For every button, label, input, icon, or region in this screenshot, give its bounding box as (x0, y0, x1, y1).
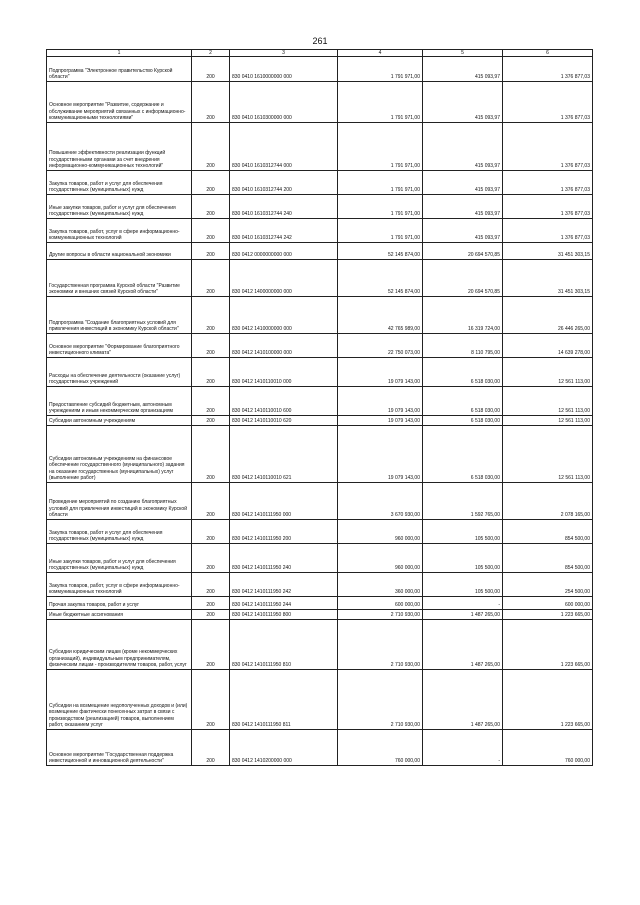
table-row (47, 573, 593, 597)
cell-unexecuted: 1 376 877,03 (503, 82, 593, 123)
cell-unexecuted: 12 561 113,00 (503, 358, 593, 387)
cell-executed: 20 694 570,85 (423, 243, 503, 260)
table-row (47, 544, 593, 573)
column-header: 6 (503, 50, 593, 57)
cell-name: Иные закупки товаров, работ и услуг для обеспечения государственных (муниципальных) нужд (47, 195, 192, 219)
cell-executed: 105 500,00 (423, 544, 503, 573)
table-row (47, 597, 593, 610)
cell-classification: 830 0412 1410111950 242 (230, 573, 338, 597)
cell-classification: 830 0412 1410111950 240 (230, 544, 338, 573)
table-row (47, 82, 593, 123)
cell-executed: 6 518 030,00 (423, 358, 503, 387)
cell-code: 200 (192, 426, 230, 483)
cell-approved: 760 000,00 (338, 730, 423, 766)
cell-approved: 42 765 989,00 (338, 297, 423, 334)
cell-classification: 830 0412 1410110010 620 (230, 416, 338, 426)
cell-executed: 6 518 030,00 (423, 387, 503, 416)
table-row (47, 670, 593, 730)
column-number-row (47, 50, 593, 57)
cell-code: 200 (192, 573, 230, 597)
table-row (47, 610, 593, 620)
cell-executed: 20 694 570,85 (423, 260, 503, 297)
cell-code: 200 (192, 219, 230, 243)
cell-classification: 830 0410 1610312744 200 (230, 171, 338, 195)
cell-unexecuted: 12 561 113,00 (503, 416, 593, 426)
cell-executed: 415 093,97 (423, 82, 503, 123)
table-row (47, 219, 593, 243)
cell-approved: 1 791 971,00 (338, 171, 423, 195)
cell-approved: 52 145 874,00 (338, 260, 423, 297)
cell-executed: 6 518 030,00 (423, 426, 503, 483)
table-row (47, 260, 593, 297)
cell-name: Предоставление субсидий бюджетным, автономным учреждениям и иным некоммерческим организациям (47, 387, 192, 416)
cell-approved: 2 710 930,00 (338, 610, 423, 620)
cell-name: Основное мероприятие "Формирование благоприятного инвестиционного климата" (47, 334, 192, 358)
cell-name: Субсидии автономным учреждениям на финансовое обеспечение государственного (муниципального) задания на оказание государственных (муниципальных) услуг (выполнение работ) (47, 426, 192, 483)
cell-name: Закупка товаров, работ и услуг для обеспечения государственных (муниципальных) нужд (47, 171, 192, 195)
cell-approved: 1 791 971,00 (338, 219, 423, 243)
cell-classification: 830 0412 1410111950 811 (230, 670, 338, 730)
cell-unexecuted: 12 561 113,00 (503, 426, 593, 483)
table-row (47, 520, 593, 544)
cell-approved: 960 000,00 (338, 520, 423, 544)
cell-unexecuted: 760 000,00 (503, 730, 593, 766)
cell-name: Субсидии автономным учреждениям (47, 416, 192, 426)
cell-classification: 830 0412 1410111950 000 (230, 483, 338, 520)
cell-approved: 19 079 143,00 (338, 387, 423, 416)
table-row (47, 730, 593, 766)
cell-classification: 830 0412 1410111950 810 (230, 620, 338, 670)
cell-name: Основное мероприятие "Развитие, содержание и обслуживание мероприятий связанных с информационно-коммуникационными технологиями" (47, 82, 192, 123)
cell-approved: 52 145 874,00 (338, 243, 423, 260)
cell-classification: 830 0410 1610000000 000 (230, 57, 338, 82)
cell-approved: 1 791 971,00 (338, 82, 423, 123)
cell-executed: 1 592 765,00 (423, 483, 503, 520)
cell-code: 200 (192, 483, 230, 520)
table-row (47, 426, 593, 483)
cell-code: 200 (192, 82, 230, 123)
cell-executed: 415 093,97 (423, 195, 503, 219)
table-row (47, 171, 593, 195)
cell-approved: 19 079 143,00 (338, 416, 423, 426)
cell-name: Проведение мероприятий по созданию благоприятных условий для привлечения инвестиций в экономику Курской области (47, 483, 192, 520)
cell-approved: 3 670 930,00 (338, 483, 423, 520)
cell-approved: 2 710 930,00 (338, 620, 423, 670)
cell-code: 200 (192, 520, 230, 544)
cell-name: Закупка товаров, работ, услуг в сфере информационно-коммуникационных технологий (47, 573, 192, 597)
cell-classification: 830 0412 0000000000 000 (230, 243, 338, 260)
cell-executed: 415 093,97 (423, 171, 503, 195)
cell-unexecuted: 1 223 665,00 (503, 670, 593, 730)
cell-unexecuted: 12 561 113,00 (503, 387, 593, 416)
cell-code: 200 (192, 358, 230, 387)
cell-approved: 2 710 930,00 (338, 670, 423, 730)
cell-approved: 1 791 971,00 (338, 123, 423, 171)
table-row (47, 297, 593, 334)
cell-classification: 830 0412 1410110010 621 (230, 426, 338, 483)
table-row (47, 358, 593, 387)
cell-code: 200 (192, 195, 230, 219)
cell-classification: 830 0412 1410110010 000 (230, 358, 338, 387)
cell-unexecuted: 1 376 877,03 (503, 57, 593, 82)
cell-unexecuted: 600 000,00 (503, 597, 593, 610)
table-row (47, 483, 593, 520)
cell-approved: 19 079 143,00 (338, 426, 423, 483)
cell-unexecuted: 254 500,00 (503, 573, 593, 597)
cell-approved: 22 750 073,00 (338, 334, 423, 358)
cell-classification: 830 0410 1610312744 242 (230, 219, 338, 243)
cell-name: Закупка товаров, работ, услуг в сфере информационно-коммуникационных технологий (47, 219, 192, 243)
cell-unexecuted: 1 376 877,03 (503, 171, 593, 195)
cell-code: 200 (192, 544, 230, 573)
cell-name: Повышение эффективности реализации функций государственными органами за счет внедрения информационно-коммуникационных технологий" (47, 123, 192, 171)
cell-name: Государственная программа Курской области "Развитие экономики и внешних связей Курской области" (47, 260, 192, 297)
cell-classification: 830 0412 1410111950 800 (230, 610, 338, 620)
cell-name: Субсидии на возмещение недополученных доходов и (или) возмещение фактически понесенных затрат в связи с производством (реализацией) товаров, выполнением работ, оказанием услуг (47, 670, 192, 730)
table-row (47, 416, 593, 426)
cell-code: 200 (192, 416, 230, 426)
cell-code: 200 (192, 57, 230, 82)
cell-code: 200 (192, 670, 230, 730)
table-row (47, 57, 593, 82)
table-row (47, 620, 593, 670)
cell-approved: 360 000,00 (338, 573, 423, 597)
cell-name: Подпрограмма "Электронное правительство Курской области" (47, 57, 192, 82)
column-header: 1 (47, 50, 192, 57)
cell-name: Прочая закупка товаров, работ и услуг (47, 597, 192, 610)
cell-code: 200 (192, 171, 230, 195)
cell-code: 200 (192, 597, 230, 610)
cell-code: 200 (192, 730, 230, 766)
table-row (47, 123, 593, 171)
cell-executed: - (423, 597, 503, 610)
cell-unexecuted: 1 376 877,03 (503, 195, 593, 219)
cell-name: Субсидии юридическим лицам (кроме некоммерческих организаций), индивидуальным предпринимателям, физическим лицам - производителям товаров, работ, услуг (47, 620, 192, 670)
cell-classification: 830 0412 1410111950 244 (230, 597, 338, 610)
cell-executed: 415 093,97 (423, 57, 503, 82)
table-row (47, 387, 593, 416)
table-row (47, 334, 593, 358)
cell-unexecuted: 2 078 165,00 (503, 483, 593, 520)
cell-executed: 16 319 724,00 (423, 297, 503, 334)
cell-classification: 830 0412 1410110010 600 (230, 387, 338, 416)
cell-executed: 105 500,00 (423, 573, 503, 597)
cell-unexecuted: 854 500,00 (503, 520, 593, 544)
cell-unexecuted: 26 446 265,00 (503, 297, 593, 334)
cell-unexecuted: 1 223 665,00 (503, 610, 593, 620)
cell-classification: 830 0412 1410111950 200 (230, 520, 338, 544)
cell-code: 200 (192, 334, 230, 358)
cell-classification: 830 0412 1410000000 000 (230, 297, 338, 334)
cell-unexecuted: 14 639 278,00 (503, 334, 593, 358)
cell-approved: 1 791 971,00 (338, 57, 423, 82)
cell-name: Иные бюджетные ассигнования (47, 610, 192, 620)
cell-unexecuted: 854 500,00 (503, 544, 593, 573)
cell-name: Иные закупки товаров, работ и услуг для обеспечения государственных (муниципальных) нужд (47, 544, 192, 573)
cell-approved: 1 791 971,00 (338, 195, 423, 219)
cell-executed: 415 093,97 (423, 123, 503, 171)
cell-code: 200 (192, 260, 230, 297)
cell-executed: 1 487 265,00 (423, 610, 503, 620)
cell-name: Расходы на обеспечение деятельности (оказание услуг) государственных учреждений (47, 358, 192, 387)
column-header: 4 (338, 50, 423, 57)
cell-name: Основное мероприятие "Государственная поддержка инвестиционной и инновационной деятельности" (47, 730, 192, 766)
cell-executed: 6 518 030,00 (423, 416, 503, 426)
cell-executed: 1 487 265,00 (423, 620, 503, 670)
cell-executed: 105 500,00 (423, 520, 503, 544)
cell-classification: 830 0412 1410200000 000 (230, 730, 338, 766)
cell-code: 200 (192, 123, 230, 171)
cell-unexecuted: 1 376 877,03 (503, 123, 593, 171)
cell-name: Закупка товаров, работ и услуг для обеспечения государственных (муниципальных) нужд (47, 520, 192, 544)
cell-classification: 830 0412 1400000000 000 (230, 260, 338, 297)
cell-executed: 8 110 795,00 (423, 334, 503, 358)
cell-unexecuted: 1 223 665,00 (503, 620, 593, 670)
column-header: 2 (192, 50, 230, 57)
cell-code: 200 (192, 387, 230, 416)
cell-classification: 830 0410 1610300000 000 (230, 82, 338, 123)
budget-execution-table (46, 49, 593, 766)
cell-executed: 415 093,97 (423, 219, 503, 243)
cell-approved: 960 000,00 (338, 544, 423, 573)
cell-name: Другие вопросы в области национальной экономики (47, 243, 192, 260)
cell-executed: 1 487 265,00 (423, 670, 503, 730)
cell-unexecuted: 31 451 303,15 (503, 260, 593, 297)
cell-unexecuted: 1 376 877,03 (503, 219, 593, 243)
table-row (47, 195, 593, 219)
cell-classification: 830 0410 1610312744 000 (230, 123, 338, 171)
table-body (47, 57, 593, 766)
cell-approved: 19 079 143,00 (338, 358, 423, 387)
cell-unexecuted: 31 451 303,15 (503, 243, 593, 260)
cell-code: 200 (192, 610, 230, 620)
cell-name: Подпрограмма "Создание благоприятных условий для привлечения инвестиций в экономику Курской области" (47, 297, 192, 334)
cell-classification: 830 0412 1410100000 000 (230, 334, 338, 358)
cell-code: 200 (192, 620, 230, 670)
table-row (47, 243, 593, 260)
page-number: 261 (312, 36, 328, 46)
cell-code: 200 (192, 297, 230, 334)
cell-executed: - (423, 730, 503, 766)
column-header: 3 (230, 50, 338, 57)
column-header: 5 (423, 50, 503, 57)
cell-approved: 600 000,00 (338, 597, 423, 610)
cell-code: 200 (192, 243, 230, 260)
cell-classification: 830 0410 1610312744 240 (230, 195, 338, 219)
